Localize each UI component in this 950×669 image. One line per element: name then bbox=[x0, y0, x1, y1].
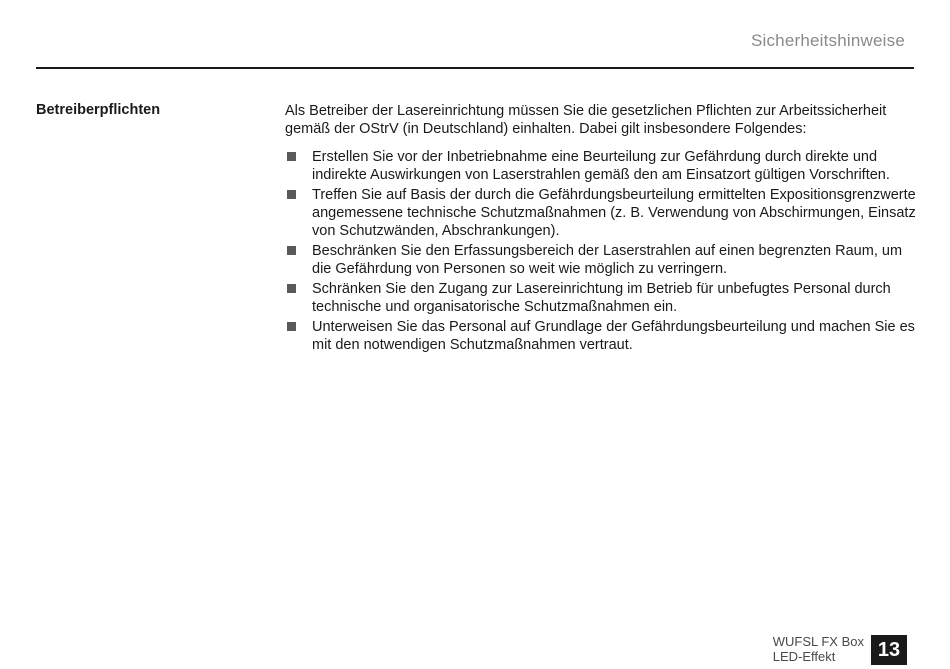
list-item bbox=[285, 280, 925, 316]
intro-paragraph: Als Betreiber der Lasereinrichtung müssen Sie die gesetzlichen Pflichten zur Arbeitssicherheit gemäß der OStrV (in Deutschland) einhalten. Dabei gilt insbesondere Folgendes: bbox=[285, 103, 887, 137]
square-bullet-icon bbox=[287, 284, 296, 293]
square-bullet-icon bbox=[287, 152, 296, 161]
footer-product-type: LED-Effekt bbox=[772, 649, 836, 664]
list-item bbox=[285, 318, 925, 354]
bullet-list bbox=[285, 148, 925, 356]
list-item bbox=[285, 242, 925, 278]
square-bullet-icon bbox=[287, 322, 296, 331]
header-divider bbox=[36, 67, 914, 69]
list-item bbox=[285, 186, 925, 240]
list-item-text: Unterweisen Sie das Personal auf Grundlage der Gefährdungsbeurteilung und machen Sie es mit den notwendigen Schutzmaßnahmen vertraut. bbox=[312, 319, 915, 353]
list-item-text: Schränken Sie den Zugang zur Lasereinrichtung im Betrieb für unbefugtes Personal durch technische und organisatorische Schutzmaßnahmen ein. bbox=[312, 281, 891, 315]
square-bullet-icon bbox=[287, 190, 296, 199]
list-item-text: Beschränken Sie den Erfassungsbereich der Laserstrahlen auf einen begrenzten Raum, um die Gefährdung von Personen so weit wie möglich zu verringern. bbox=[312, 243, 903, 277]
list-item-text: Erstellen Sie vor der Inbetriebnahme eine Beurteilung zur Gefährdung durch direkte und indirekte Auswirkungen von Laserstrahlen gemäß den am Einsatzort gültigen Vorschriften. bbox=[312, 149, 890, 183]
list-item-text: Treffen Sie auf Basis der durch die Gefährdungsbeurteilung ermittelten Expositionsgrenzwerte angemessene technische Schutzmaßnahmen (z. B. Verwendung von Abschirmungen, Einsatz von Schutzwänden, Abschrankungen). bbox=[312, 187, 916, 239]
list-item bbox=[285, 148, 925, 184]
section-heading: Betreiberpflichten bbox=[36, 102, 161, 118]
page-number: 13 bbox=[871, 635, 907, 665]
page-header-title: Sicherheitshinweise bbox=[750, 31, 905, 50]
square-bullet-icon bbox=[287, 246, 296, 255]
footer-product-label bbox=[773, 634, 864, 664]
footer-product-name: WUFSL FX Box bbox=[772, 634, 864, 649]
